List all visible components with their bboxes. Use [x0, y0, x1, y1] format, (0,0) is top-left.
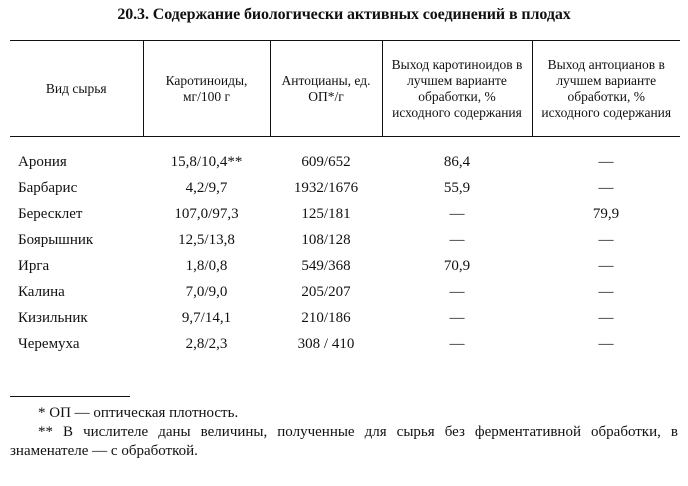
cell-anthocyanin-yield: — — [598, 153, 614, 170]
cell-anthocyanins: 125/181 — [301, 205, 351, 222]
header-raw-material: Вид сырья — [10, 41, 143, 137]
cell-carotenoid-yield: 86,4 — [443, 153, 471, 170]
cell-name: Калина — [18, 283, 65, 300]
header-anthocyanin-yield: Выход антоцианов в лучшем варианте обработки, % исходного содержания — [532, 41, 680, 137]
cell-carotenoid-yield: 70,9 — [443, 257, 471, 274]
table-row — [10, 305, 680, 331]
cell-carotenoids: 1,8/0,8 — [185, 257, 228, 274]
header-carotenoids: Каротиноиды, мг/100 г — [143, 41, 270, 137]
footnote-fraction: ** В числителе даны величины, полученные для сырья без ферментативной обработки, в знаменателе — с обработкой. — [10, 424, 678, 459]
header-carotenoid-yield: Выход каротиноидов в лучшем варианте обработки, % исходного содержания — [382, 41, 532, 137]
cell-carotenoids: 9,7/14,1 — [181, 309, 232, 326]
cell-name: Бересклет — [18, 205, 83, 222]
cell-anthocyanins: 308 / 410 — [297, 335, 355, 352]
cell-carotenoid-yield: — — [449, 231, 465, 248]
footnote-divider — [10, 396, 130, 397]
footnotes — [10, 404, 678, 461]
cell-carotenoid-yield: — — [449, 335, 465, 352]
cell-anthocyanins: 1932/1676 — [293, 179, 359, 196]
table-row — [10, 201, 680, 227]
cell-carotenoids: 15,8/10,4** — [170, 153, 243, 170]
cell-carotenoid-yield: — — [449, 283, 465, 300]
cell-carotenoid-yield: 55,9 — [443, 179, 471, 196]
cell-anthocyanins: 549/368 — [301, 257, 351, 274]
table-row — [10, 331, 680, 357]
table-body — [10, 137, 680, 358]
header-anthocyanins: Антоцианы, ед. ОП*/г — [270, 41, 382, 137]
cell-carotenoids: 2,8/2,3 — [185, 335, 228, 352]
table-header — [10, 41, 680, 137]
table-row — [10, 253, 680, 279]
cell-name: Кизильник — [18, 309, 88, 326]
cell-anthocyanin-yield: — — [598, 309, 614, 326]
cell-carotenoids: 7,0/9,0 — [185, 283, 228, 300]
cell-carotenoids: 12,5/13,8 — [178, 231, 235, 248]
header-row — [10, 41, 680, 137]
data-table — [10, 40, 680, 357]
cell-carotenoid-yield: — — [449, 309, 465, 326]
cell-carotenoids: 107,0/97,3 — [174, 205, 239, 222]
table-row — [10, 279, 680, 305]
cell-carotenoids: 4,2/9,7 — [185, 179, 228, 196]
table-row — [10, 137, 680, 176]
footnote-op: * ОП — оптическая плотность. — [38, 405, 239, 421]
cell-anthocyanin-yield: — — [598, 231, 614, 248]
cell-anthocyanins: 609/652 — [301, 153, 351, 170]
cell-name: Барбарис — [18, 179, 78, 196]
cell-anthocyanins: 205/207 — [301, 283, 351, 300]
cell-anthocyanins: 108/128 — [301, 231, 351, 248]
cell-name: Черемуха — [18, 335, 80, 352]
cell-anthocyanin-yield: — — [598, 179, 614, 196]
cell-name: Боярышник — [18, 231, 94, 248]
cell-anthocyanin-yield: — — [598, 283, 614, 300]
table-title: 20.3. Содержание биологически активных соединений в плодах — [117, 6, 571, 23]
cell-name: Ирга — [18, 257, 50, 274]
cell-anthocyanins: 210/186 — [301, 309, 351, 326]
cell-anthocyanin-yield: 79,9 — [592, 205, 620, 222]
table-row — [10, 227, 680, 253]
cell-carotenoid-yield: — — [449, 205, 465, 222]
cell-anthocyanin-yield: — — [598, 257, 614, 274]
table-row — [10, 175, 680, 201]
cell-name: Арония — [18, 153, 67, 170]
cell-anthocyanin-yield: — — [598, 335, 614, 352]
